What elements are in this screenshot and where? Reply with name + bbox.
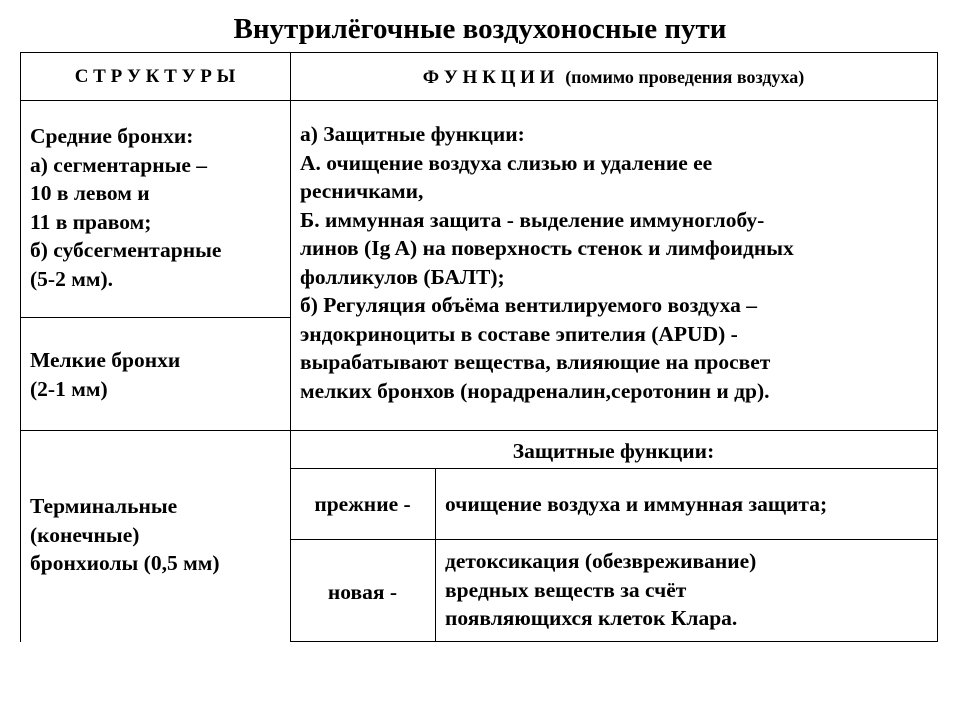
page-title: Внутрилёгочные воздухоносные пути (233, 13, 727, 45)
function-line: вырабатывают вещества, влияющие на просвет (300, 350, 771, 374)
structure-line: (конечные) (30, 522, 140, 547)
small-bronchi-structure (30, 346, 180, 403)
previous-new-divider (290, 539, 938, 540)
new-text-line: вредных веществ за счёт (445, 577, 687, 602)
structure-line: 11 в правом; (30, 209, 152, 234)
bronchi-functions (300, 120, 794, 405)
table-left-border (20, 52, 21, 642)
terminal-functions-heading: Защитные функции: (512, 439, 715, 463)
structure-line: (2-1 мм) (30, 376, 108, 401)
structure-line: Терминальные (30, 494, 178, 518)
header-structures: С Т Р У К Т У Р Ы (74, 66, 236, 87)
structure-line: бронхиолы (0,5 мм) (30, 551, 220, 575)
new-label: новая - (327, 580, 398, 604)
function-line: эндокриноциты в составе эпителия (APUD) - (300, 321, 738, 346)
terminal-bronchioles-structure (30, 492, 220, 578)
function-line: ресничками, (300, 179, 424, 203)
previous-label: прежние - (314, 492, 411, 516)
table-bottom-border (290, 641, 938, 642)
new-text-line: детоксикация (обезвреживание) (445, 549, 757, 573)
structure-line: 10 в левом и (30, 181, 150, 205)
function-line: фолликулов (БАЛТ); (300, 264, 505, 289)
structure-line: б) субсегментарные (30, 238, 222, 262)
function-line: а) Защитные функции: (300, 122, 525, 146)
header-functions-main: Ф У Н К Ц И И (422, 67, 555, 88)
previous-text: очищение воздуха и иммунная защита; (445, 492, 828, 516)
function-line: линов (Ig A) на поверхность стенок и лимфоидных (300, 236, 794, 260)
new-text-line: появляющихся клеток Клара. (445, 606, 738, 630)
table-top-border (20, 52, 938, 53)
table-right-border (937, 52, 938, 642)
header-functions-note: (помимо проведения воздуха) (565, 67, 805, 87)
structure-line: Мелкие бронхи (30, 348, 181, 372)
structure-line: (5-2 мм). (30, 266, 114, 291)
column-divider (290, 52, 291, 642)
bronchi-bronchioles-divider (20, 430, 938, 431)
function-line: А. очищение воздуха слизью и удаление ее (300, 150, 713, 175)
function-line: Б. иммунная защита - выделение иммуноглобу- (300, 207, 765, 232)
header-functions (290, 66, 937, 89)
function-line: мелких бронхов (норадреналин,серотонин и др). (300, 378, 770, 403)
medium-small-divider (20, 317, 290, 318)
medium-bronchi-structure (30, 122, 221, 293)
functions-heading-divider (290, 468, 938, 469)
structure-line: Средние бронхи: (30, 124, 194, 148)
label-column-divider (435, 468, 436, 642)
header-bottom-border (20, 100, 938, 101)
function-line: б) Регуляция объёма вентилируемого воздуха – (300, 293, 757, 317)
new-text (445, 547, 756, 633)
structure-line: а) сегментарные – (30, 152, 208, 177)
